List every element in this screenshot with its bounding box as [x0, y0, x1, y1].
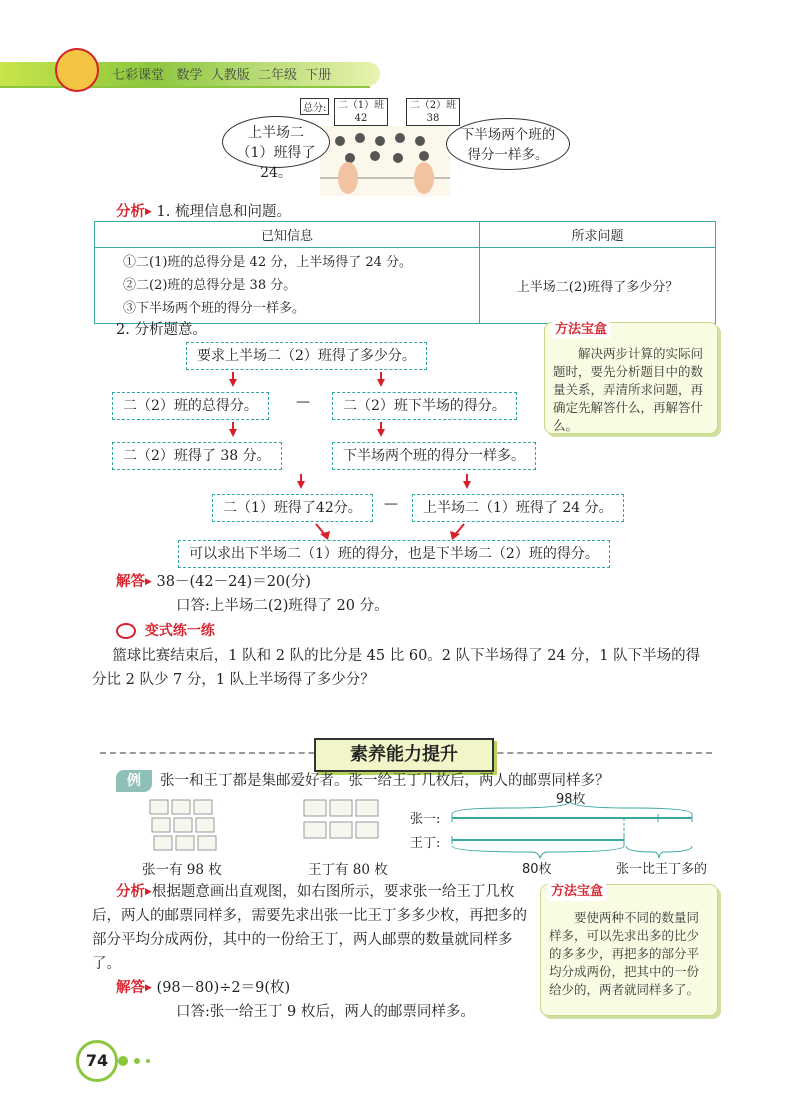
method-text: 解决两步计算的实际问题时，要先分析题目中的数量关系，弄清所求问题，再确定先解答什么，再解答什么。 [553, 346, 704, 433]
example-text: 张一和王丁都是集邮爱好者。张一给王丁几枚后，两人的邮票同样多？ [160, 773, 610, 789]
caption-wangding: 王丁有 80 枚 [308, 862, 388, 878]
flow-left2: 二（2）班得了 38 分。 [112, 442, 282, 470]
diagram-bottom-left: 80枚 [522, 862, 552, 877]
method-title: 方法宝盒 [547, 883, 607, 901]
solution1-formula: 38－(42－24)＝20(分) [156, 574, 311, 590]
solution2 [116, 976, 290, 1000]
down-arrow-icon [463, 481, 471, 489]
triangle-icon: ▶ [145, 577, 152, 587]
team2-name: 二（2）班 [409, 100, 457, 111]
solution1 [116, 570, 311, 594]
scoreboard-team2 [406, 98, 460, 126]
method-title: 方法宝盒 [551, 321, 611, 339]
diagram-bottom-right: 张一比王丁多的 [616, 862, 708, 877]
col-question-header: 所求问题 [480, 222, 716, 248]
down-arrow-icon [229, 379, 237, 387]
solution2-formula: (98－80)÷2＝9(枚) [156, 980, 291, 996]
scoreboard-total-label: 总分: [300, 98, 329, 115]
known-item: ②二(2)班的总得分是 38 分。 [123, 278, 297, 293]
line-segment-diagram [448, 800, 698, 860]
page-dot [118, 1056, 128, 1066]
speech-bubble-left [222, 116, 330, 181]
known-cell [95, 248, 480, 324]
analysis1-step1: 1. 梳理信息和问题。 [156, 204, 291, 220]
stamps-zhangyi-image [148, 798, 230, 852]
mascot-icon [55, 48, 99, 92]
page-number: 74 [85, 1051, 109, 1070]
solution2-answer: 口答:张一给王丁 9 枚后，两人的邮票同样多。 [176, 1004, 475, 1020]
flow-mid-left: 二（1）班得了42分。 [212, 494, 373, 522]
flow-minus-2: — [384, 496, 398, 512]
down-arrow-icon [297, 481, 305, 489]
analysis1-heading [116, 200, 291, 221]
bubble-right-text: 下半场两个班的得分一样多。 [460, 127, 556, 163]
scoreboard-team1 [334, 98, 388, 126]
solution1-answer: 口答:上半场二(2)班得了 20 分。 [176, 598, 389, 614]
known-item: ③下半场两个班的得分一样多。 [123, 301, 306, 316]
page-dot [134, 1058, 140, 1064]
analysis2 [92, 880, 532, 976]
triangle-icon: ▶ [145, 207, 152, 217]
crowd-figures [320, 126, 450, 196]
flow-bottom: 可以求出下半场二（1）班的得分，也是下半场二（2）班的得分。 [178, 540, 610, 568]
col-known-header: 已知信息 [95, 222, 480, 248]
team1-name: 二（1）班 [337, 100, 385, 111]
question-cell: 上半场二(2)班得了多少分？ [480, 248, 716, 324]
practice-title: 变式练一练 [144, 623, 215, 639]
analysis2-text: 根据题意画出直观图，如右图所示，要求张一给王丁几枚后，两人的邮票同样多，需要先求出张一比王丁多多少枚，再把多的部分平均分成两份，其中的一份给王丁，两人邮票的数量就同样多了。 [92, 884, 527, 972]
method-text: 要使两种不同的数量同样多，可以先求出多的比少的多多少，再把多的部分平均分成两份，把其中的一份给少的，两者就同样多了。 [549, 910, 700, 997]
triangle-icon: ▶ [145, 983, 152, 993]
flow-right1: 二（2）班下半场的得分。 [332, 392, 517, 420]
stamps-wangding-image [302, 798, 382, 848]
caption-zhangyi: 张一有 98 枚 [142, 862, 222, 878]
info-table [94, 221, 716, 324]
diagonal-arrows [300, 522, 480, 542]
page-number-badge [76, 1040, 118, 1082]
analysis1-step2: 2. 分析题意。 [116, 322, 207, 338]
page-dot [146, 1059, 150, 1063]
example-tag-label: 例 [127, 773, 141, 789]
bubble-left-text: 上半场二（1）班得了24。 [236, 125, 316, 181]
solution-label: 解答 [116, 980, 145, 996]
flow-mid-right: 上半场二（1）班得了 24 分。 [412, 494, 624, 522]
diagram-row1-label: 张一: [410, 812, 441, 827]
solution-label: 解答 [116, 574, 145, 590]
down-arrow-icon [229, 429, 237, 437]
practice-icon [116, 623, 136, 639]
section-title-box [314, 738, 494, 772]
flow-top: 要求上半场二（2）班得了多少分。 [186, 342, 427, 370]
flow-right2: 下半场两个班的得分一样多。 [332, 442, 536, 470]
analysis-label: 分析 [116, 204, 145, 220]
team1-score: 42 [354, 113, 368, 124]
diagram-top-label: 98枚 [556, 792, 586, 807]
down-arrow-icon [377, 379, 385, 387]
header-line [0, 86, 370, 88]
practice-heading [116, 620, 215, 640]
diagram-row2-label: 王丁: [410, 836, 441, 851]
example-tag [116, 770, 152, 792]
method-box-1 [544, 322, 718, 434]
method-box-2 [540, 884, 718, 1016]
section-title: 素养能力提升 [350, 744, 458, 765]
down-arrow-icon [377, 429, 385, 437]
header-title: 七彩课堂 数学 人教版 二年级 下册 [112, 68, 332, 83]
flow-minus-1: — [296, 394, 310, 410]
speech-bubble-right [446, 118, 570, 170]
practice-text: 篮球比赛结束后，1 队和 2 队的比分是 45 比 60。2 队下半场得了 24 分，1 队下半场的得分比 2 队少 7 分，1 队上半场得了多少分？ [92, 648, 701, 688]
analysis-label: 分析 [116, 884, 145, 900]
triangle-icon: ▶ [145, 887, 152, 897]
flow-left1: 二（2）班的总得分。 [112, 392, 269, 420]
team2-score: 38 [426, 113, 440, 124]
known-item: ①二(1)班的总得分是 42 分，上半场得了 24 分。 [123, 255, 413, 270]
